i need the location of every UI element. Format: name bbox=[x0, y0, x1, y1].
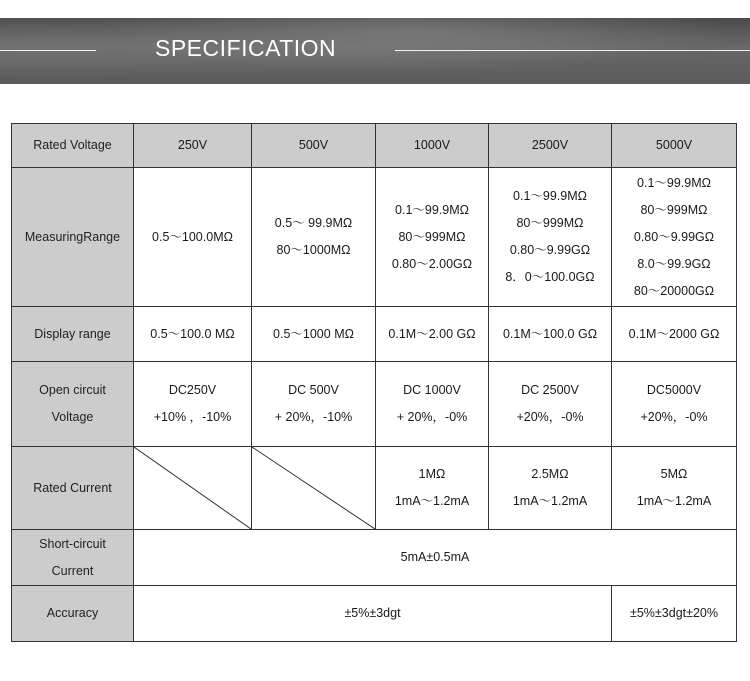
open-circuit-tolerance: +10% ，-10% bbox=[153, 410, 232, 424]
short-circuit-label-line1: Short-circuit bbox=[39, 536, 106, 551]
rated-current-value: 1mA～1.2mA bbox=[394, 494, 470, 508]
diagonal-strike bbox=[134, 447, 251, 529]
measuring-range-value: 80～999MΩ bbox=[398, 229, 466, 244]
measuring-range-value: 80～1000MΩ bbox=[276, 243, 351, 257]
rated-current-resistance: 1MΩ bbox=[418, 467, 446, 481]
rated-voltage-250v: 250V bbox=[134, 124, 252, 168]
display-range-1000v: 0.1M～2.00 GΩ bbox=[376, 307, 489, 362]
open-circuit-500v bbox=[252, 362, 376, 447]
rated-current-value: 1mA～1.2mA bbox=[636, 494, 712, 508]
open-circuit-voltage: DC250V bbox=[168, 383, 217, 397]
measuring-range-value: 80～20000GΩ bbox=[633, 283, 715, 298]
short-circuit-label bbox=[12, 530, 134, 586]
short-circuit-value: 5mA±0.5mA bbox=[134, 530, 737, 586]
open-circuit-1000v bbox=[376, 362, 489, 447]
open-circuit-label-line2: Voltage bbox=[51, 410, 94, 424]
rated-current-2500v bbox=[489, 447, 612, 530]
accuracy-5000v-value: ±5%±3dgt±20% bbox=[612, 586, 737, 642]
measuring-range-value: 0.1～99.9MΩ bbox=[395, 202, 469, 217]
accuracy-row bbox=[12, 586, 737, 642]
specification-table bbox=[11, 123, 737, 642]
rated-voltage-5000v: 5000V bbox=[612, 124, 737, 168]
rated-current-value: 1mA～1.2mA bbox=[512, 494, 588, 508]
rated-current-1000v bbox=[376, 447, 489, 530]
rated-current-5000v bbox=[612, 447, 737, 530]
measuring-range-1000v bbox=[376, 168, 489, 307]
open-circuit-250v bbox=[134, 362, 252, 447]
measuring-range-500v bbox=[252, 168, 376, 307]
display-range-label: Display range bbox=[12, 307, 134, 362]
rated-current-row bbox=[12, 447, 737, 530]
open-circuit-tolerance: +20%，-0% bbox=[640, 410, 708, 424]
measuring-range-value: 0.80～9.99GΩ bbox=[633, 229, 715, 244]
rated-current-resistance: 5MΩ bbox=[660, 467, 688, 481]
measuring-range-2500v bbox=[489, 168, 612, 307]
open-circuit-label-line1: Open circuit bbox=[39, 383, 106, 397]
measuring-range-value: 0.5～ 99.9MΩ bbox=[274, 216, 353, 230]
open-circuit-tolerance: + 20%，-0% bbox=[396, 410, 468, 424]
rated-voltage-1000v: 1000V bbox=[376, 124, 489, 168]
open-circuit-2500v bbox=[489, 362, 612, 447]
open-circuit-tolerance: + 20%，-10% bbox=[274, 410, 353, 424]
measuring-range-value: 8．0～100.0GΩ bbox=[505, 270, 595, 284]
open-circuit-voltage: DC5000V bbox=[646, 383, 702, 397]
display-range-row bbox=[12, 307, 737, 362]
rated-current-label: Rated Current bbox=[12, 447, 134, 530]
measuring-range-value: 0.80～2.00GΩ bbox=[391, 256, 473, 271]
open-circuit-voltage: DC 1000V bbox=[403, 383, 461, 397]
rated-voltage-row bbox=[12, 124, 737, 168]
measuring-range-5000v bbox=[612, 168, 737, 307]
accuracy-label: Accuracy bbox=[12, 586, 134, 642]
display-range-250v: 0.5～100.0 MΩ bbox=[134, 307, 252, 362]
short-circuit-label-line2: Current bbox=[51, 563, 94, 578]
measuring-range-250v bbox=[134, 168, 252, 307]
display-range-500v: 0.5～1000 MΩ bbox=[252, 307, 376, 362]
rated-current-resistance: 2.5MΩ bbox=[531, 467, 569, 481]
short-circuit-row bbox=[12, 530, 737, 586]
banner-divider-left bbox=[0, 50, 96, 51]
accuracy-main-value: ±5%±3dgt bbox=[134, 586, 612, 642]
measuring-range-row bbox=[12, 168, 737, 307]
measuring-range-value: 8.0～99.9GΩ bbox=[637, 256, 711, 271]
rated-voltage-500v: 500V bbox=[252, 124, 376, 168]
open-circuit-voltage: DC 2500V bbox=[521, 383, 579, 397]
open-circuit-tolerance: +20%，-0% bbox=[516, 410, 584, 424]
measuring-range-value: 0.1～99.9MΩ bbox=[513, 189, 587, 203]
specification-banner bbox=[0, 18, 750, 84]
diagonal-strike bbox=[252, 447, 375, 529]
measuring-range-value: 0.1～99.9MΩ bbox=[637, 175, 711, 190]
display-range-5000v: 0.1M～2000 GΩ bbox=[612, 307, 737, 362]
display-range-2500v: 0.1M～100.0 GΩ bbox=[489, 307, 612, 362]
measuring-range-value: 80～999MΩ bbox=[640, 202, 708, 217]
rated-current-500v-empty bbox=[252, 447, 376, 530]
measuring-range-label: MeasuringRange bbox=[12, 168, 134, 307]
measuring-range-value: 0.5～100.0MΩ bbox=[152, 229, 233, 244]
rated-voltage-2500v: 2500V bbox=[489, 124, 612, 168]
open-circuit-row bbox=[12, 362, 737, 447]
open-circuit-voltage: DC 500V bbox=[288, 383, 339, 397]
rated-voltage-label: Rated Voltage bbox=[12, 124, 134, 168]
banner-title: SPECIFICATION bbox=[155, 35, 337, 61]
measuring-range-value: 0.80～9.99GΩ bbox=[509, 243, 591, 257]
open-circuit-5000v bbox=[612, 362, 737, 447]
open-circuit-label bbox=[12, 362, 134, 447]
rated-current-250v-empty bbox=[134, 447, 252, 530]
measuring-range-value: 80～999MΩ bbox=[516, 216, 584, 230]
banner-divider-right bbox=[395, 50, 750, 51]
